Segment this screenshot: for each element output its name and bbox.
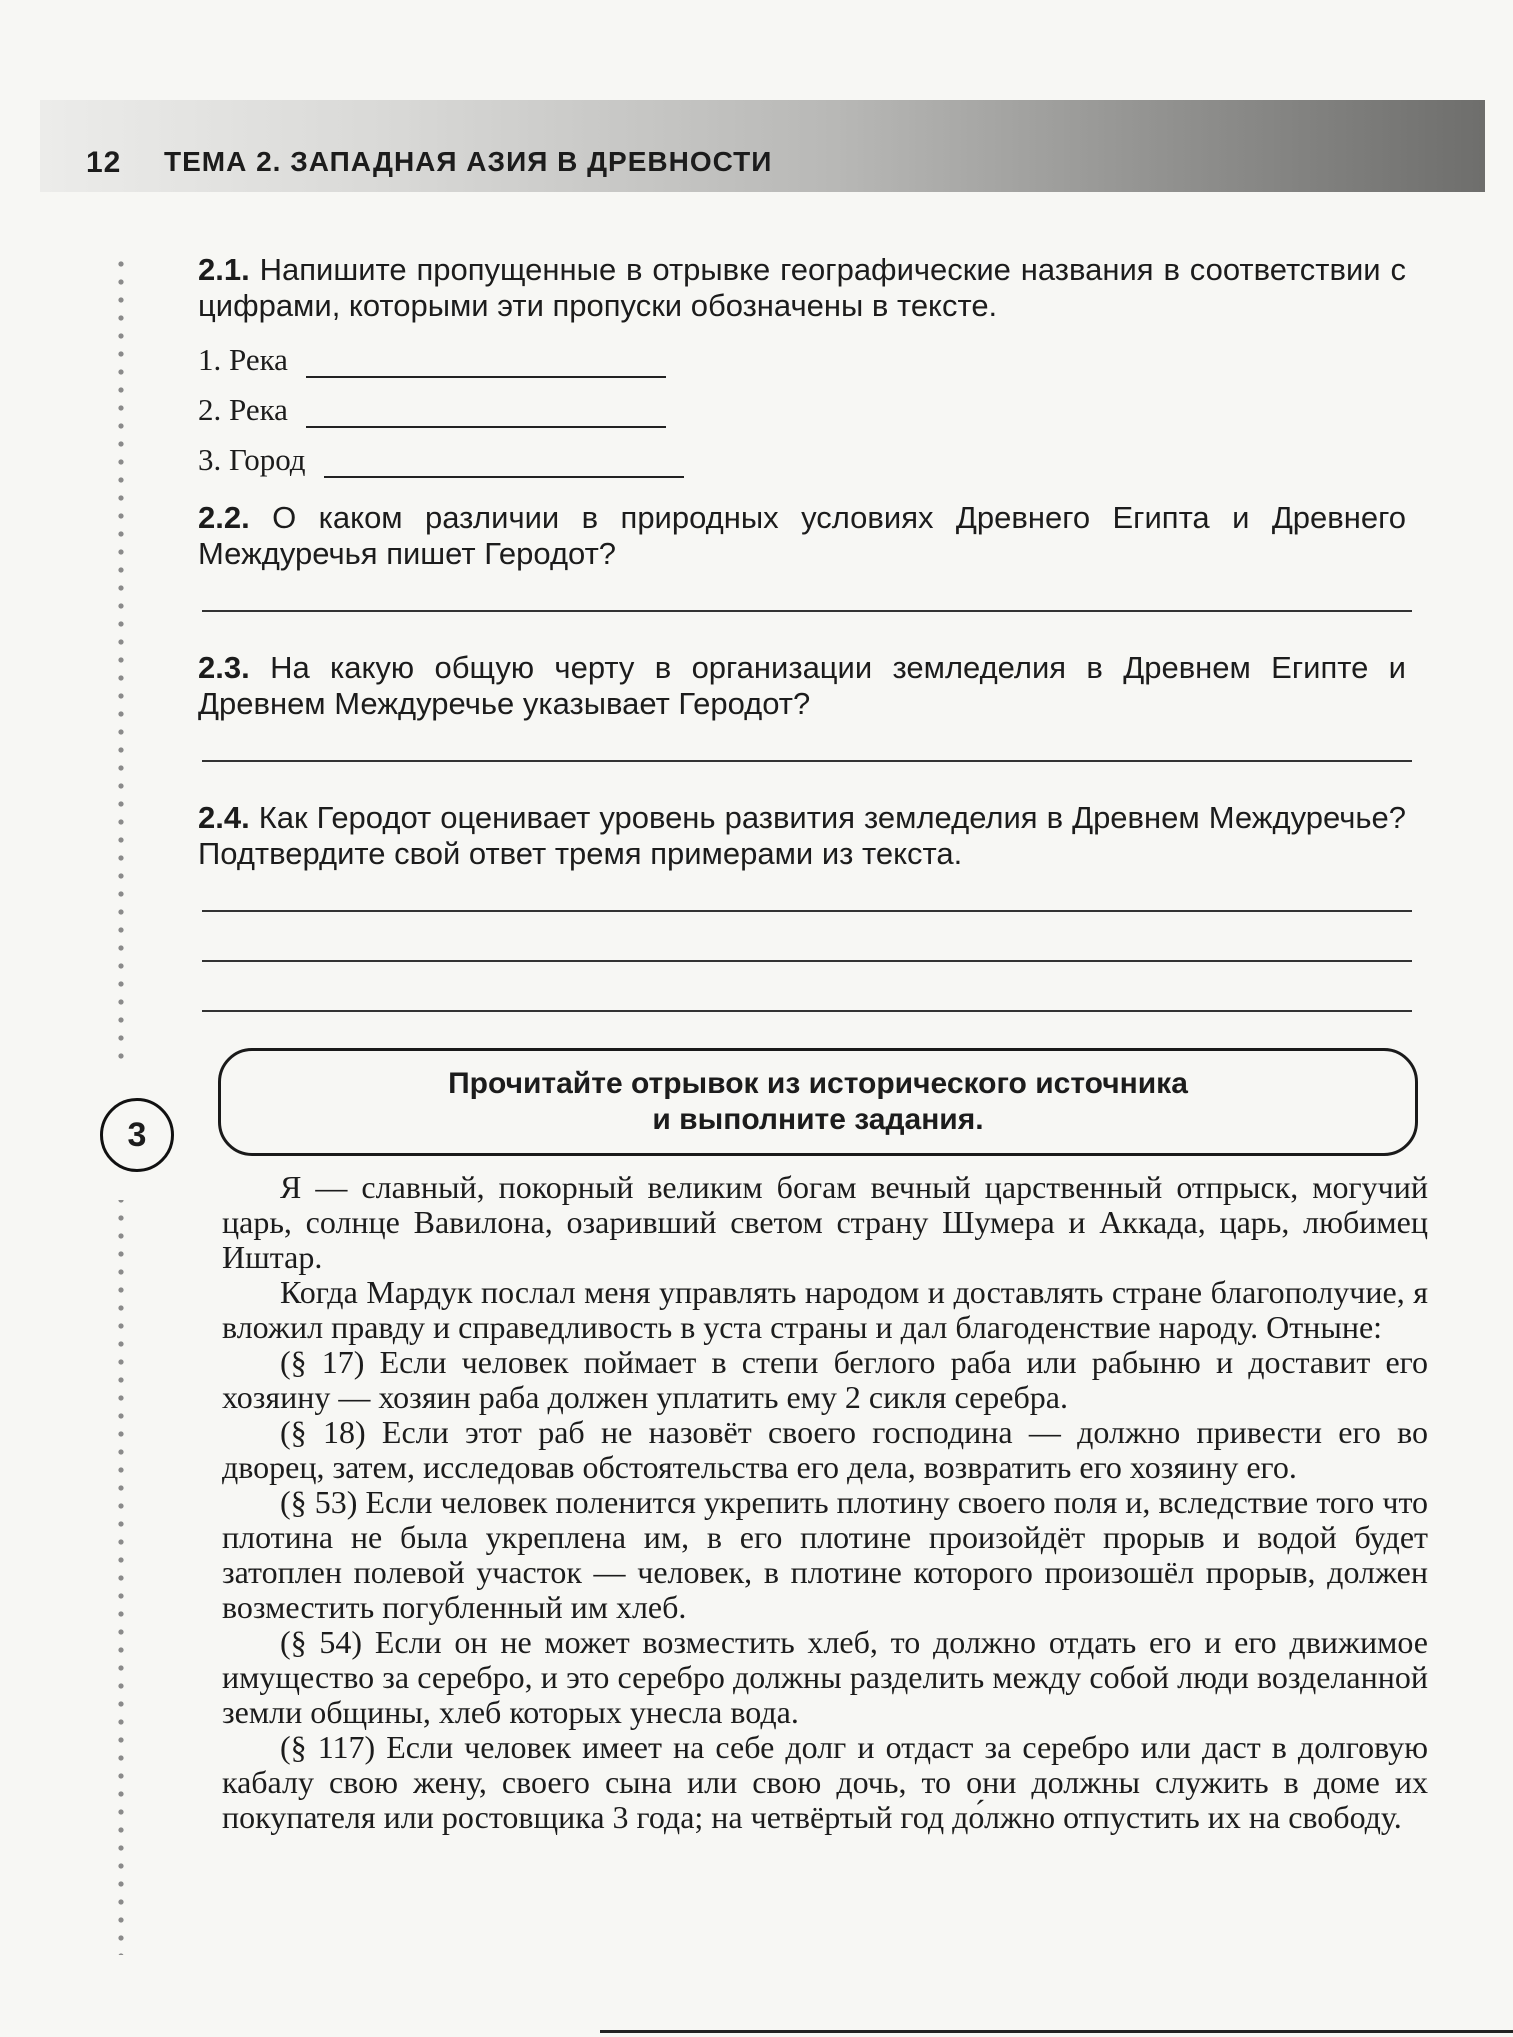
question-number: 2.4. (198, 800, 250, 835)
answer-label: 2. Река (198, 392, 288, 427)
question-text: На какую общую черту в организации земледелия в Древнем Египте и Древнем Междуречье указывает Геродот? (198, 650, 1406, 721)
instruction-box (218, 1048, 1418, 1156)
answer-row-1 (198, 338, 666, 378)
source-paragraph: (§ 17) Если человек поймает в степи беглого раба или рабыню и доставит его хозяину — хозяин раба должен уплатить ему 2 сикля серебра. (222, 1344, 1428, 1415)
answer-label: 1. Река (198, 342, 288, 377)
answer-line[interactable] (202, 1010, 1412, 1012)
question-text: Как Геродот оценивает уровень развития земледелия в Древнем Междуречье? Подтвердите свой ответ тремя примерами из текста. (198, 800, 1406, 871)
question-2-1 (198, 252, 1406, 324)
answer-line[interactable] (202, 760, 1412, 762)
answer-blank[interactable] (324, 446, 684, 478)
instruction-line: и выполните задания. (652, 1103, 984, 1136)
source-paragraph: (§ 53) Если человек поленится укрепить плотину своего поля и, вследствие того что плотина не была укреплена им, в его плотине произойдёт прорыв и водой будет затоплен полевой участок — человек, в плотине которого произошёл прорыв, должен возместить погубленный им хлеб. (222, 1484, 1428, 1625)
answer-line[interactable] (202, 610, 1412, 612)
answer-row-3 (198, 438, 684, 478)
question-2-2 (198, 500, 1406, 572)
question-text: Напишите пропущенные в отрывке географические названия в соответствии с цифрами, которыми эти пропуски обозначены в тексте. (198, 252, 1406, 323)
answer-row-2 (198, 388, 666, 428)
question-2-4 (198, 800, 1406, 872)
bottom-rule (600, 2030, 1513, 2033)
question-number: 2.2. (198, 500, 250, 535)
source-paragraph: (§ 18) Если этот раб не назовёт своего господина — должно привести его во дворец, затем, исследовав обстоятельства его дела, возвратить его хозяину его. (222, 1414, 1428, 1485)
page-number: 12 (86, 146, 122, 179)
running-title: ТЕМА 2. ЗАПАДНАЯ АЗИЯ В ДРЕВНОСТИ (164, 146, 773, 177)
question-2-3 (198, 650, 1406, 722)
answer-blank[interactable] (306, 346, 666, 378)
answer-line[interactable] (202, 960, 1412, 962)
answer-line[interactable] (202, 910, 1412, 912)
source-paragraph: Когда Мардук послал меня управлять народом и доставлять стране благополучие, я вложил правду и справедливость в уста страны и дал благоденствие народу. Отныне: (222, 1274, 1428, 1345)
question-number: 2.3. (198, 650, 250, 685)
instruction-line: Прочитайте отрывок из исторического источника (448, 1067, 1188, 1100)
source-paragraph: (§ 117) Если человек имеет на себе долг и отдаст за серебро или даст в долговую кабалу свою жену, своего сына или свою дочь, то они должны служить в доме их покупателя или ростовщика 3 года; на четвёртый год до́лжно отпустить их на свободу. (222, 1729, 1428, 1835)
question-text: О каком различии в природных условиях Древнего Египта и Древнего Междуречья пишет Геродот? (198, 500, 1406, 571)
source-paragraph: Я — славный, покорный великим богам вечный царственный отпрыск, могучий царь, солнце Вавилона, озаривший светом страну Шумера и Аккада, царь, любимец Иштар. (222, 1169, 1428, 1275)
answer-label: 3. Город (198, 442, 306, 477)
question-number: 2.1. (198, 252, 250, 287)
source-paragraph: (§ 54) Если он не может возместить хлеб, то должно отдать его и его движимое имущество за серебро, и это серебро должны разделить между собой люди возделанной земли общины, хлеб которых унесла вода. (222, 1624, 1428, 1730)
historical-source-text (222, 1170, 1428, 1835)
task-number-badge: 3 (100, 1098, 174, 1172)
answer-blank[interactable] (306, 396, 666, 428)
